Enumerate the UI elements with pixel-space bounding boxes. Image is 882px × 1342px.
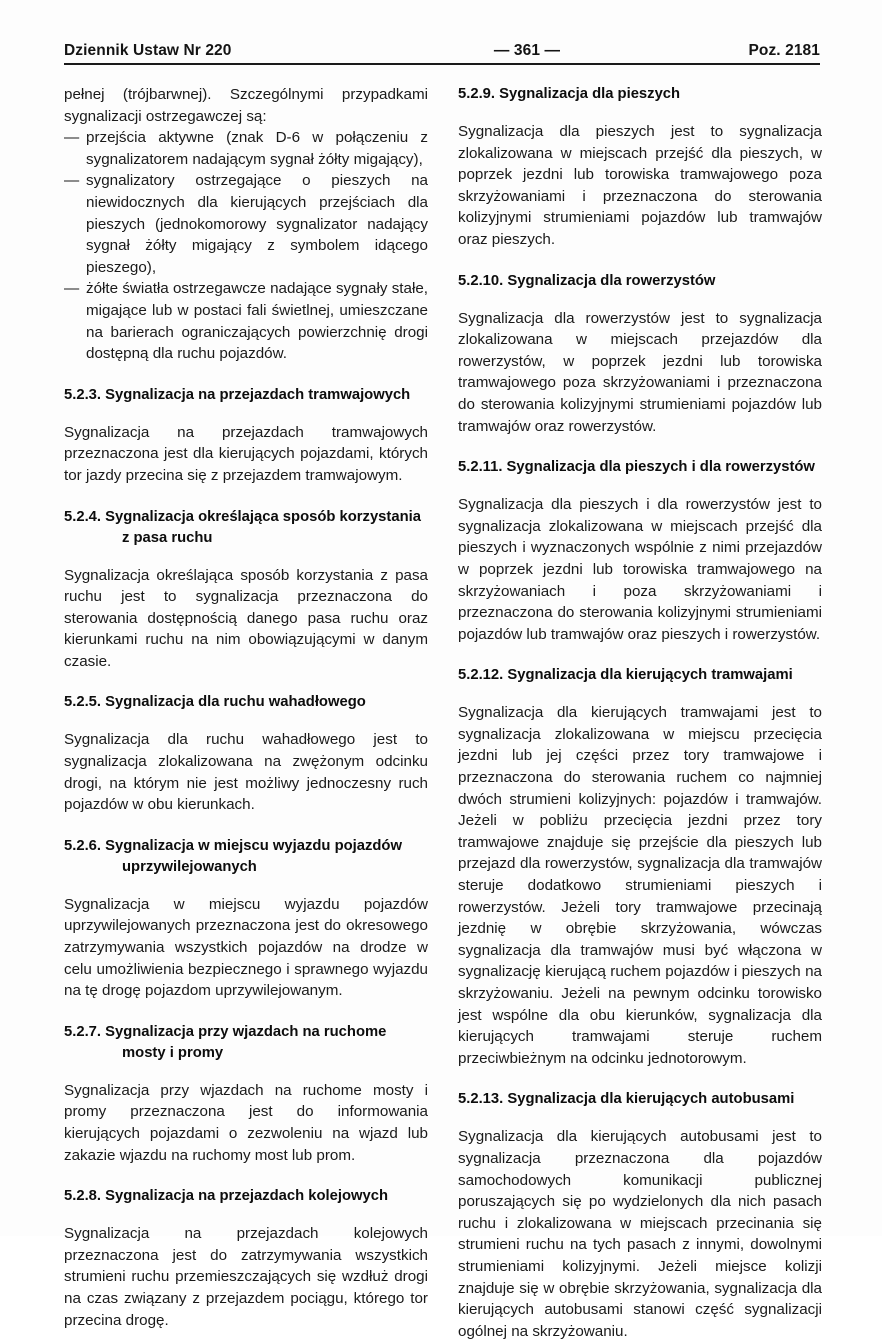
section-heading-5-2-9: 5.2.9. Sygnalizacja dla pieszych [458, 86, 681, 102]
section-heading-5-2-10: 5.2.10. Sygnalizacja dla rowerzystów [458, 272, 716, 289]
section-body-5-2-6: Sygnalizacja w miejscu wyjazdu pojazdów uprzywilejowanych przeznaczona jest do okresowego zatrzymywania wszystkich pojazdów na drodze w celu umożliwienia bezpiecznego i sprawnego wyjazdu na tę drogę pojazdom uprzywilejowanym. [64, 895, 428, 1000]
list-item-text: przejścia aktywne (znak D-6 w połączeniu z sygnalizatorem nadającym sygnał żółty migający), [86, 129, 428, 168]
running-head [64, 34, 820, 60]
section-body-5-2-12: Sygnalizacja dla kierujących tramwajami jest to sygnalizacja zlokalizowana w miejscu przecięcia jezdni lub jej części przez tory tramwajowe i przeznaczona do sterowania ruchem co najmniej dwóch strumieni kolizyjnych: pojazdów i tramwajów. Jeżeli w pobliżu przecięcia jezdni przez tory tramwajowe znajduje się przejście dla pieszych lub przejazd dla rowerzystów, sygnalizacja dla tramwajów steruje dodatkowo strumieniami pieszych i rowerzystów. Jeżeli tory tramwajowe przecinają jezdnię w obrębie skrzyżowania, wówczas sygnalizacja dla tramwajów musi być włączona w sygnalizację kierującą ruchem pojazdów i pieszych na skrzyżowaniu. Jeżeli na pewnym odcinku torowisko jest wspólne dla obu kierunków, sygnalizacja dla kierujących tramwajami steruje ruchem przeciwbieżnym na odcinku jednotorowym. [458, 704, 822, 1067]
page-number: — 361 — [493, 42, 561, 59]
running-head-publication: Dziennik Ustaw Nr 220 [64, 42, 232, 59]
dash-bullet-icon: — [64, 280, 80, 298]
two-column-body [64, 84, 822, 1340]
section-body-5-2-9: Sygnalizacja dla pieszych jest to sygnalizacja zlokalizowana w miejscach przejść dla pieszych, w poprzek jezdni lub torowiska tramwajowego poza skrzyżowaniami i przeznaczona do sterowania kolizyjnymi strumieniami pojazdów lub tramwajów oraz pieszych. [458, 123, 822, 248]
section-body-5-2-10: Sygnalizacja dla rowerzystów jest to sygnalizacja zlokalizowana w miejscach przejazdów dla rowerzystów, w poprzek jezdni lub torowiska tramwajowego poza skrzyżowaniami i przeznaczona do sterowania kolizyjnymi strumieniami pojazdów lub tramwajów oraz rowerzystów. [458, 309, 822, 435]
section-heading-5-2-8: 5.2.8. Sygnalizacja na przejazdach kolejowych [64, 1188, 389, 1205]
section-body-5-2-11: Sygnalizacja dla pieszych i dla rowerzystów jest to sygnalizacja zlokalizowana w miejscach przejść dla pieszych i wyznaczonych wspólnie z nimi przejazdów w poprzek jezdni lub torowiska tramwajowego na skrzyżowaniach i poza skrzyżowaniami i przeznaczona do sterowania kolizyjnymi strumieniami pojazdów lub tramwajów oraz pieszych i rowerzystów. [458, 496, 822, 643]
dash-bullet-icon: — [64, 172, 80, 190]
section-heading-5-2-6: 5.2.6. Sygnalizacja w miejscu wyjazdu pojazdów uprzywilejowanych [64, 837, 402, 875]
running-head-item: Poz. 2181 [748, 42, 820, 59]
list-item-text: żółte światła ostrzegawcze nadające sygnały stałe, migające lub w postaci fali świetlnej, umieszczane na barierach ograniczających powierzchnię drogi dostępną dla ruchu pojazdów. [86, 280, 428, 363]
section-body-5-2-3: Sygnalizacja na przejazdach tramwajowych przeznaczona jest dla kierujących pojazdami, których tor jazdy przecina się z przejazdem tramwajowym. [64, 423, 428, 484]
section-body-5-2-7: Sygnalizacja przy wjazdach na ruchome mosty i promy przeznaczona jest do informowania kierujących pojazdami o zezwoleniu na wjazd lub zakazie wjazdu na ruchomy most lub prom. [64, 1081, 428, 1164]
section-body-5-2-4: Sygnalizacja określająca sposób korzystania z pasa ruchu jest to sygnalizacja przeznaczona do sterowania dostępnością danego pasa ruchu oraz kierunkami ruchu na nim obowiązującymi w danym czasie. [64, 566, 428, 670]
header-rule [64, 63, 820, 65]
list-item [64, 278, 428, 364]
list-item [64, 127, 428, 170]
section-body-5-2-8: Sygnalizacja na przejazdach kolejowych przeznaczona jest do zatrzymywania wszystkich strumieni ruchu przemieszczających się wzdłuż drogi na czas związany z przejazdem pociągu, którego tor przecina drogę. [64, 1225, 428, 1329]
section-heading-5-2-7: 5.2.7. Sygnalizacja przy wjazdach na ruchome mosty i promy [64, 1023, 387, 1061]
section-body-5-2-13: Sygnalizacja dla kierujących autobusami jest to sygnalizacja przeznaczona dla pojazdów samochodowych komunikacji publicznej poruszających się po wydzielonych dla nich pasach ruchu i zlokalizowana w miejscach przecinania się strumieni ruchu na tych pasach z innymi, dowolnymi strumieniami kolizyjnymi. Jeżeli miejsce kolizji znajduje się w obrębie skrzyżowania, sygnalizacja dla kierujących autobusami stanowi część sygnalizacji ogólnej na skrzyżowaniu. [458, 1128, 822, 1340]
right-column [458, 84, 822, 1340]
list-item-text: sygnalizatory ostrzegające o pieszych na niewidocznych dla kierujących przejściach dla pieszych (jednokomorowy sygnalizator nadający sygnał żółty migający z symbolem idącego pieszego), [86, 172, 428, 276]
dash-bullet-icon: — [64, 129, 80, 147]
section-heading-5-2-13: 5.2.13. Sygnalizacja dla kierujących autobusami [458, 1091, 795, 1108]
section-heading-5-2-12: 5.2.12. Sygnalizacja dla kierujących tramwajami [458, 667, 793, 684]
section-heading-5-2-11: 5.2.11. Sygnalizacja dla pieszych i dla rowerzystów [458, 459, 815, 476]
intro-paragraph: pełnej (trójbarwnej). Szczególnymi przypadkami sygnalizacji ostrzegawczej są: [64, 86, 428, 125]
warning-signal-list [64, 127, 428, 365]
section-body-5-2-5: Sygnalizacja dla ruchu wahadłowego jest to sygnalizacja zlokalizowana na zwężonym odcinku drogi, na którym nie jest możliwy jednoczesny ruch pojazdów w obu kierunkach. [64, 731, 428, 814]
list-item [64, 170, 428, 278]
section-heading-5-2-4: 5.2.4. Sygnalizacja określająca sposób korzystania z pasa ruchu [64, 508, 421, 546]
section-heading-5-2-3: 5.2.3. Sygnalizacja na przejazdach tramwajowych [64, 386, 411, 403]
section-heading-5-2-5: 5.2.5. Sygnalizacja dla ruchu wahadłowego [64, 694, 366, 711]
left-column [64, 84, 428, 1329]
